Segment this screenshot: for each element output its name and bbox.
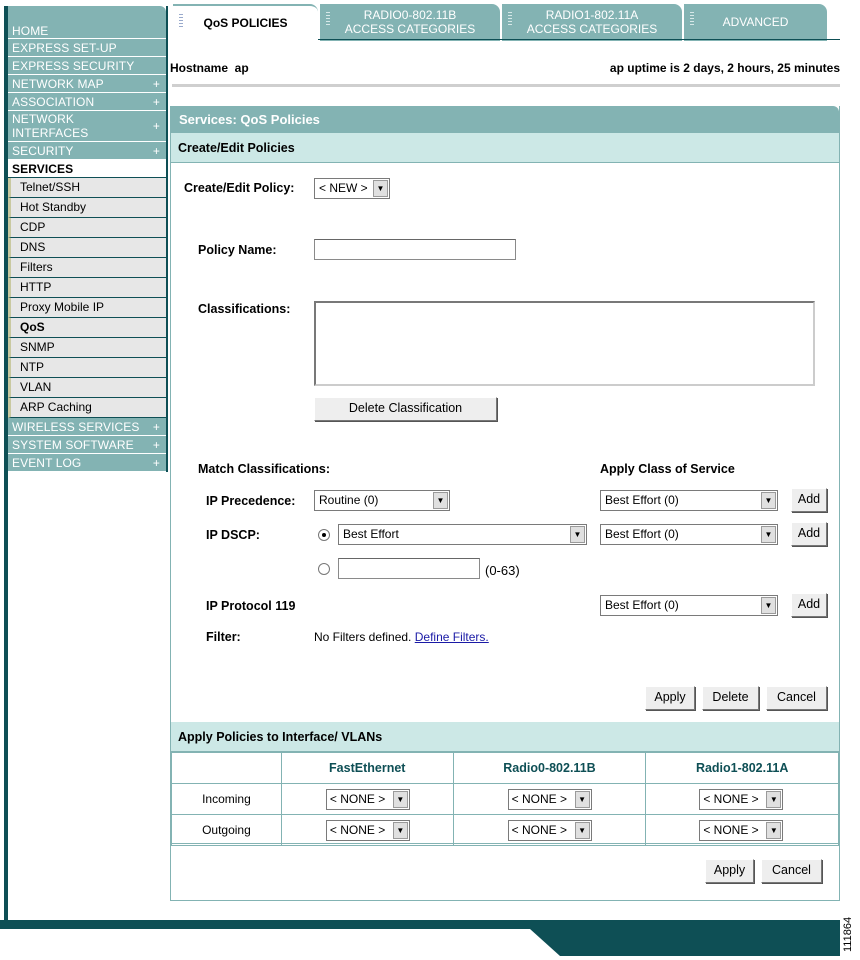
- incoming-radio0-select[interactable]: [508, 789, 592, 810]
- outgoing-fastethernet-select[interactable]: [326, 820, 410, 841]
- tab-underline: [318, 39, 840, 40]
- sidebar-nav: [8, 22, 166, 472]
- dropdown-arrow-icon[interactable]: ▼: [761, 526, 776, 543]
- outgoing-radio1-select[interactable]: [699, 820, 783, 841]
- select-value: < NONE >: [703, 823, 759, 837]
- policy-name-input[interactable]: [314, 239, 516, 260]
- sidebar-item-services[interactable]: [8, 160, 166, 178]
- ip-protocol-label: IP Protocol 119: [206, 599, 296, 613]
- dropdown-arrow-icon[interactable]: ▼: [761, 597, 776, 614]
- qos-policies-panel: [170, 106, 840, 901]
- expand-icon[interactable]: +: [152, 420, 160, 434]
- classifications-listbox[interactable]: [314, 301, 815, 386]
- tab-grip-icon: [508, 12, 512, 26]
- select-value: Best Effort (0): [605, 527, 679, 541]
- dropdown-arrow-icon[interactable]: ▼: [761, 492, 776, 509]
- sidebar-item-express-setup[interactable]: [8, 39, 166, 57]
- sidebar-divider: [166, 6, 168, 472]
- filter-status-text: No Filters defined.: [314, 630, 412, 644]
- tab-radio1-access-categories[interactable]: [502, 4, 682, 41]
- select-value: < NONE >: [329, 792, 386, 806]
- incoming-fastethernet-select[interactable]: [326, 789, 410, 810]
- tab-label-line2: ACCESS CATEGORIES: [344, 22, 476, 36]
- tab-bar: [173, 4, 843, 42]
- column-header-radio1: Radio1-802.11A: [646, 753, 839, 784]
- select-value: Best Effort (0): [605, 493, 679, 507]
- dropdown-arrow-icon[interactable]: ▼: [393, 791, 408, 808]
- cancel-button[interactable]: Cancel: [766, 686, 827, 710]
- sidebar-subitem-ntp[interactable]: NTP: [8, 358, 166, 378]
- create-edit-policy-select[interactable]: [314, 178, 390, 199]
- sidebar-subitem-vlan[interactable]: VLAN: [8, 378, 166, 398]
- sidebar-subitem-hot-standby[interactable]: Hot Standby: [8, 198, 166, 218]
- sidebar-item-home[interactable]: [8, 22, 166, 39]
- dscp-preset-radio[interactable]: [318, 529, 330, 541]
- sidebar-item-label: EXPRESS SET-UP: [12, 41, 117, 55]
- sidebar-item-label: SERVICES: [12, 162, 74, 176]
- sidebar-item-express-security[interactable]: [8, 57, 166, 75]
- sidebar-item-network-map[interactable]: [8, 75, 166, 93]
- dropdown-arrow-icon[interactable]: ▼: [575, 791, 590, 808]
- classifications-label: Classifications:: [198, 302, 291, 316]
- sidebar-item-label: HOME: [12, 24, 49, 38]
- sidebar-subitem-snmp[interactable]: SNMP: [8, 338, 166, 358]
- table-cell: [281, 815, 453, 846]
- filter-status: [314, 630, 489, 644]
- sidebar-item-label: NETWORK MAP: [12, 77, 104, 91]
- sidebar-item-label: SECURITY: [12, 144, 74, 158]
- page-title: Services: QoS Policies: [171, 106, 839, 133]
- sidebar-item-association[interactable]: [8, 93, 166, 111]
- row-label-outgoing: Outgoing: [172, 815, 282, 846]
- select-value: Best Effort: [343, 527, 399, 541]
- dropdown-arrow-icon[interactable]: ▼: [393, 822, 408, 839]
- interfaces-cancel-button[interactable]: Cancel: [761, 859, 822, 883]
- define-filters-link[interactable]: Define Filters.: [414, 630, 489, 644]
- dropdown-arrow-icon[interactable]: ▼: [766, 822, 781, 839]
- table-row: [172, 784, 839, 815]
- expand-icon[interactable]: +: [152, 119, 160, 133]
- expand-icon[interactable]: +: [152, 77, 160, 91]
- select-value: Routine (0): [319, 493, 379, 507]
- select-value: < NONE >: [511, 792, 567, 806]
- dropdown-arrow-icon[interactable]: ▼: [575, 822, 590, 839]
- ip-dscp-label: IP DSCP:: [206, 528, 260, 542]
- ip-dscp-add-button[interactable]: Add: [791, 522, 827, 546]
- ip-protocol-add-button[interactable]: Add: [791, 593, 827, 617]
- sidebar-subitem-http[interactable]: HTTP: [8, 278, 166, 298]
- ip-precedence-add-button[interactable]: Add: [791, 488, 827, 512]
- table-header-row: [172, 753, 839, 784]
- ip-dscp-select[interactable]: [338, 524, 587, 545]
- ip-precedence-select[interactable]: [314, 490, 450, 511]
- sidebar-item-label: NETWORK INTERFACES: [12, 112, 89, 140]
- expand-icon[interactable]: +: [152, 144, 160, 158]
- sidebar-item-wireless-services[interactable]: [8, 418, 166, 436]
- table-bottom-rule: [171, 843, 839, 844]
- dropdown-arrow-icon[interactable]: ▼: [373, 180, 388, 197]
- incoming-radio1-select[interactable]: [699, 789, 783, 810]
- sidebar-subitem-proxy-mobile-ip[interactable]: Proxy Mobile IP: [8, 298, 166, 318]
- sidebar-item-system-software[interactable]: [8, 436, 166, 454]
- tab-label-line1: RADIO1-802.11A: [545, 8, 639, 22]
- apply-button[interactable]: Apply: [645, 686, 695, 710]
- ip-dscp-cos-select[interactable]: [600, 524, 778, 545]
- sidebar-item-security[interactable]: [8, 142, 166, 160]
- filter-label: Filter:: [206, 630, 241, 644]
- table-cell: [281, 784, 453, 815]
- delete-button[interactable]: Delete: [702, 686, 759, 710]
- hostname-text: Hostname ap: [170, 61, 249, 75]
- tab-label: QoS POLICIES: [203, 16, 288, 30]
- interfaces-apply-button[interactable]: Apply: [705, 859, 754, 883]
- tab-grip-icon: [690, 12, 694, 26]
- delete-classification-button[interactable]: Delete Classification: [314, 397, 497, 421]
- host-bar: [170, 61, 840, 75]
- dscp-custom-input[interactable]: [338, 558, 480, 579]
- expand-icon[interactable]: +: [152, 95, 160, 109]
- sidebar-subitem-qos[interactable]: QoS: [8, 318, 166, 338]
- ip-protocol-cos-select[interactable]: [600, 595, 778, 616]
- ip-precedence-cos-select[interactable]: [600, 490, 778, 511]
- table-cell: [453, 784, 646, 815]
- column-header-radio0: Radio0-802.11B: [453, 753, 646, 784]
- tab-label-line1: RADIO0-802.11B: [363, 8, 457, 22]
- tab-grip-icon: [326, 12, 330, 26]
- tab-advanced[interactable]: [684, 4, 827, 41]
- table-corner-cell: [172, 753, 282, 784]
- sidebar-subitem-telnet-ssh[interactable]: Telnet/SSH: [8, 178, 166, 198]
- create-edit-policy-label: Create/Edit Policy:: [184, 181, 295, 195]
- policy-name-label: Policy Name:: [198, 243, 277, 257]
- host-divider: [172, 84, 840, 87]
- outgoing-radio0-select[interactable]: [508, 820, 592, 841]
- table-row: [172, 815, 839, 846]
- sidebar-item-event-log[interactable]: [8, 454, 166, 472]
- sidebar-top-cap: [8, 6, 166, 23]
- sidebar-subitem-filters[interactable]: Filters: [8, 258, 166, 278]
- row-label-incoming: Incoming: [172, 784, 282, 815]
- select-value: < NONE >: [511, 823, 567, 837]
- expand-icon[interactable]: +: [152, 438, 160, 452]
- table-cell: [646, 784, 839, 815]
- select-value: < NEW >: [319, 181, 368, 195]
- footer-bar: [0, 920, 840, 929]
- tab-qos-policies[interactable]: [173, 4, 318, 42]
- column-header-fastethernet: FastEthernet: [281, 753, 453, 784]
- figure-number: 111864: [842, 916, 854, 952]
- dropdown-arrow-icon[interactable]: ▼: [433, 492, 448, 509]
- dscp-custom-radio[interactable]: [318, 563, 330, 575]
- dscp-range-hint: (0-63): [485, 563, 520, 578]
- tab-label-line2: ACCESS CATEGORIES: [526, 22, 658, 36]
- sidebar-item-label: ASSOCIATION: [12, 95, 95, 109]
- sidebar-item-label: EXPRESS SECURITY: [12, 59, 135, 73]
- tab-grip-icon: [179, 14, 183, 28]
- table-cell: [646, 815, 839, 846]
- sidebar-subitem-cdp[interactable]: CDP: [8, 218, 166, 238]
- apply-class-of-service-label: Apply Class of Service: [600, 462, 735, 476]
- table-cell: [453, 815, 646, 846]
- expand-icon[interactable]: +: [152, 456, 160, 470]
- sidebar-item-label: SYSTEM SOFTWARE: [12, 438, 134, 452]
- select-value: Best Effort (0): [605, 598, 679, 612]
- apply-policies-section-header: Apply Policies to Interface/ VLANs: [171, 722, 839, 752]
- dropdown-arrow-icon[interactable]: ▼: [570, 526, 585, 543]
- sidebar-item-label: EVENT LOG: [12, 456, 82, 470]
- sidebar-item-label: WIRELESS SERVICES: [12, 420, 140, 434]
- uptime-text: ap uptime is 2 days, 2 hours, 25 minutes: [609, 61, 840, 75]
- sidebar-subitem-arp-caching[interactable]: ARP Caching: [8, 398, 166, 418]
- select-value: < NONE >: [703, 792, 759, 806]
- tab-label: ADVANCED: [722, 15, 789, 29]
- match-classifications-label: Match Classifications:: [198, 462, 330, 476]
- sidebar-subitem-dns[interactable]: DNS: [8, 238, 166, 258]
- interface-policy-table: [171, 752, 839, 846]
- sidebar-item-network-interfaces[interactable]: [8, 111, 166, 142]
- dropdown-arrow-icon[interactable]: ▼: [766, 791, 781, 808]
- select-value: < NONE >: [329, 823, 386, 837]
- footer-wedge: [530, 929, 840, 956]
- ip-precedence-label: IP Precedence:: [206, 494, 296, 508]
- create-edit-section-header: Create/Edit Policies: [171, 133, 839, 163]
- tab-radio0-access-categories[interactable]: [320, 4, 500, 41]
